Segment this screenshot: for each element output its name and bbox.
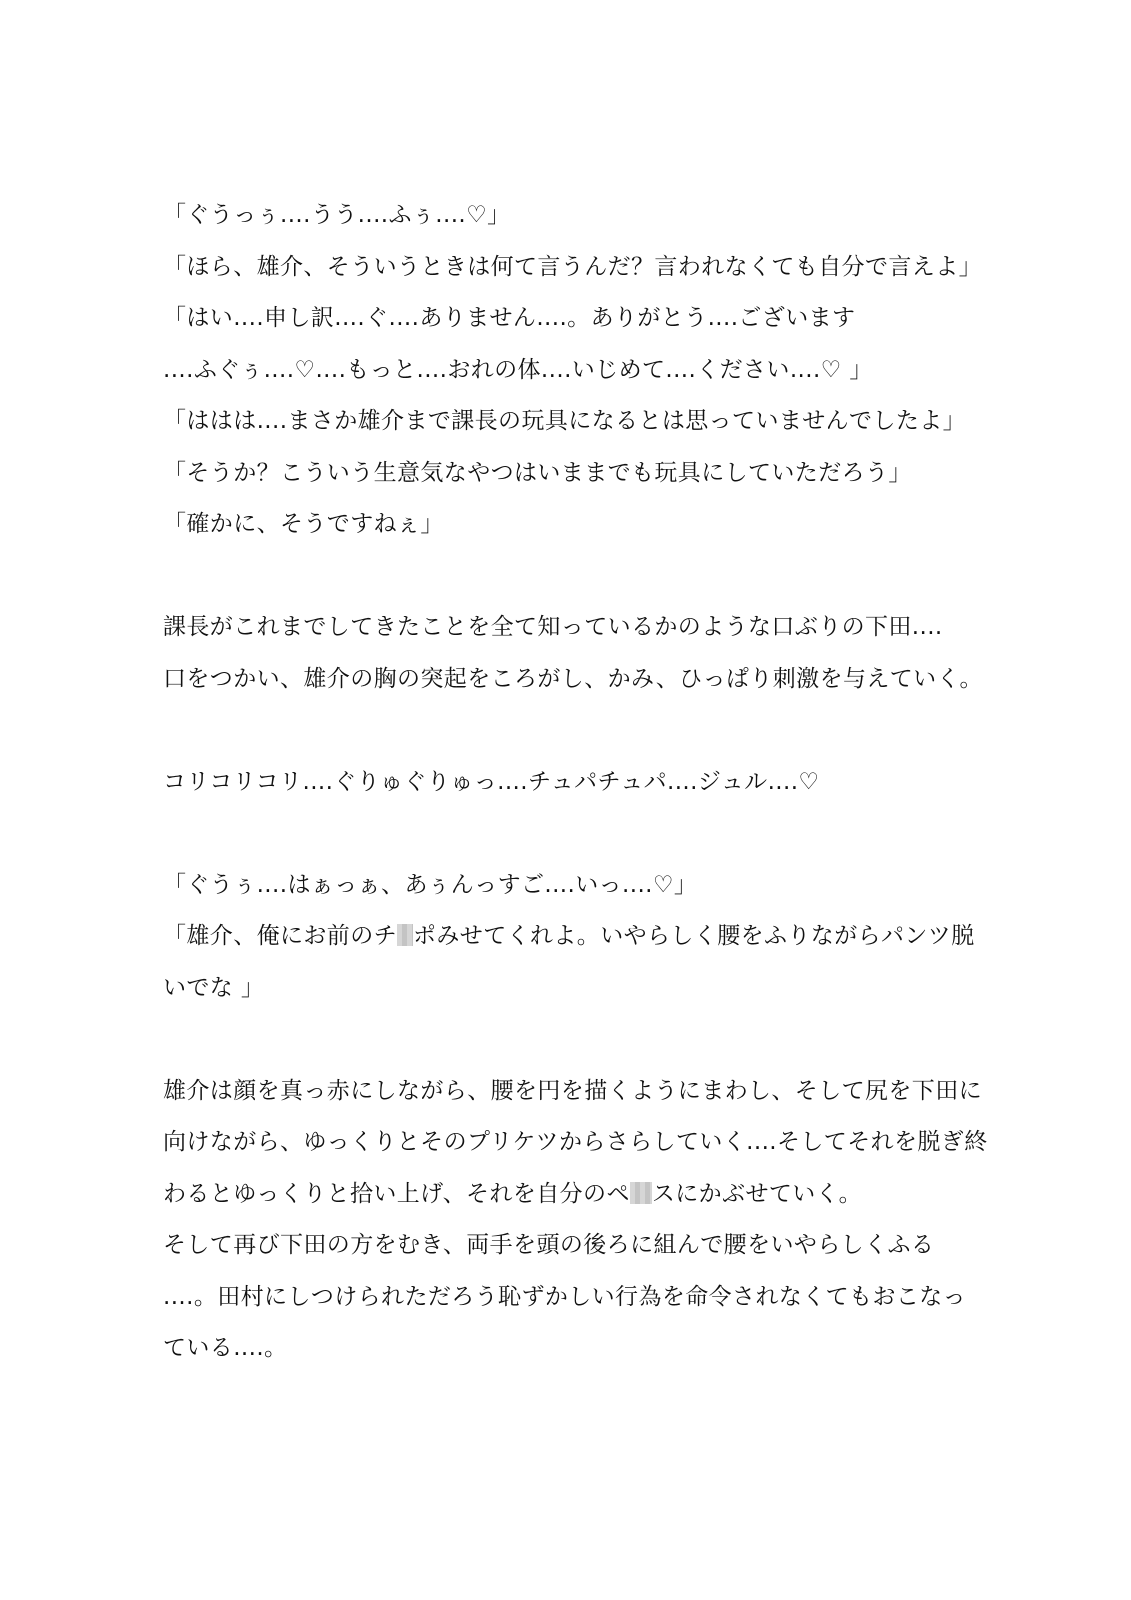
text-line: ....ふぐぅ....♡....もっと....おれの体....いじめて....ください....♡ 」 xyxy=(163,356,873,383)
blank-line xyxy=(163,705,1043,757)
text-line: ている....。 xyxy=(163,1335,288,1361)
story-text xyxy=(163,190,1043,1375)
text-segment: ポみせてくれよ。いやらしく腰をふりながらパンツ脱 xyxy=(413,923,975,949)
text-line: 「そうか？こういう生意気なやつはいままでも玩具にしていただろう」 xyxy=(163,459,912,486)
censor-mosaic xyxy=(397,924,413,946)
text-line: そして再び下田の方をむき、両手を頭の後ろに組んで腰をいやらしくふる xyxy=(163,1232,935,1258)
text-line: 「はい....申し訳....ぐ....ありません....。ありがとう....ございます xyxy=(163,305,856,331)
text-line: 「確かに、そうですねぇ」 xyxy=(163,511,444,537)
text-line: 雄介は顔を真っ赤にしながら、腰を円を描くようにまわし、そして尻を下田に xyxy=(163,1077,982,1104)
censor-mosaic xyxy=(630,1182,652,1204)
text-line-censored xyxy=(163,1169,1043,1221)
text-line: 向けながら、ゆっくりとそのプリケツからさらしていく....そしてそれを脱ぎ終 xyxy=(163,1129,988,1155)
blank-line xyxy=(163,1014,1043,1066)
text-line: いでな 」 xyxy=(163,974,265,1001)
text-line-censored xyxy=(163,911,1043,963)
text-segment: 「雄介、俺にお前のチ xyxy=(163,923,397,949)
text-line: 「ぐうっぅ....うう....ふぅ....♡」 xyxy=(163,202,511,228)
text-line: 「ぐうぅ....はぁっぁ、あぅんっすご....いっ....♡」 xyxy=(163,871,698,898)
text-line: 「ははは....まさか雄介まで課長の玩具になるとは思っていませんでしたよ」 xyxy=(163,408,967,434)
text-line: ....。田村にしつけられただろう恥ずかしい行為を命令されなくてもおこなっ xyxy=(163,1283,967,1310)
blank-line xyxy=(163,551,1043,603)
text-segment: スにかぶせていく。 xyxy=(651,1180,862,1207)
text-segment: わるとゆっくりと拾い上げ、それを自分のペ xyxy=(163,1180,630,1207)
blank-line xyxy=(163,808,1043,860)
text-line: 課長がこれまでしてきたことを全て知っているかのような口ぶりの下田.... xyxy=(163,614,943,640)
text-line: 「ほら、雄介、そういうときは何て言うんだ？言われなくても自分で言えよ」 xyxy=(163,253,982,280)
text-line: 口をつかい、雄介の胸の突起をころがし、かみ、ひっぱり刺激を与えていく。 xyxy=(163,665,983,692)
text-line: コリコリコリ....ぐりゅぐりゅっ....チュパチュパ....ジュル....♡ xyxy=(163,768,820,795)
